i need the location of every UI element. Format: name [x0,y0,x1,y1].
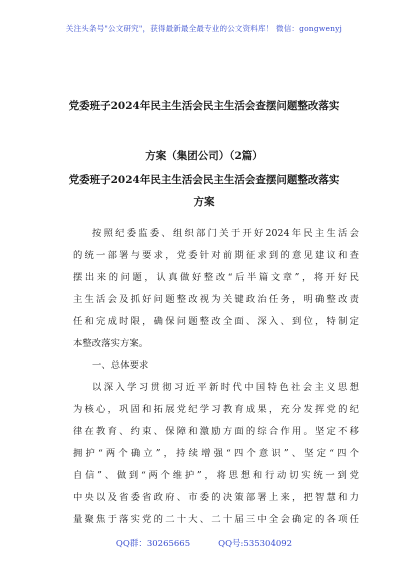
section-title-line-1: 党委班子2024年民主生活会民主生活会查摆问题整改落实 [68,174,340,186]
body-paragraph-line: 主生活会及抓好问题整改视为关键政治任务，明确整改责 [73,294,359,305]
main-title-line-1: 党委班子2024年民主生活会民主生活会查摆问题整改落实 [68,100,340,112]
body-paragraph-line: 摆出来的问题，认真做好整改“后半篇文章”，将开好民 [73,272,359,283]
section-heading: 一、总体要求 [92,360,149,371]
body-paragraph-line: 的统一部署与要求，党委针对前期征求到的意见建议和查 [73,250,359,261]
header-banner: 关注头条号"公文研究"，获得最新最全最专业的公文资料库！ 微信：gongwenyj [65,24,343,33]
footer-contact [0,537,408,549]
body-paragraph-line: 本整改落实方案。 [73,338,149,349]
body-paragraph-line: 自信”、做到“两个维护”，将思想和行动切实统一到党 [73,470,359,481]
body-paragraph-line: 中央以及省委省政府、市委的决策部署上来，把智慧和力 [73,492,359,503]
footer-qq-number: QQ号:535304092 [218,539,293,549]
body-paragraph-line: 为核心，巩固和拓展党纪学习教育成果，充分发挥党的纪 [73,404,359,415]
body-paragraph-line: 以深入学习贯彻习近平新时代中国特色社会主义思想 [92,382,359,393]
body-paragraph-line: 任和完成时限，确保问题整改全面、深入、到位，特制定 [73,316,359,327]
section-title-line-2: 方案 [193,196,215,208]
main-title-line-2: 方案（集团公司）（2篇） [145,150,263,162]
body-paragraph-line: 拥护“两个确立”，持续增强“四个意识”、坚定“四个 [73,448,359,459]
body-paragraph-line: 律在教育、约束、保障和激励方面的综合作用。坚定不移 [73,426,359,437]
body-paragraph-line: 按照纪委监委、组织部门关于开好2024年民主生活会 [92,228,359,239]
footer-qq-group: QQ群：30265665 [115,539,191,549]
body-paragraph-line: 量聚焦于落实党的二十大、二十届三中全会确定的各项任 [73,514,359,525]
